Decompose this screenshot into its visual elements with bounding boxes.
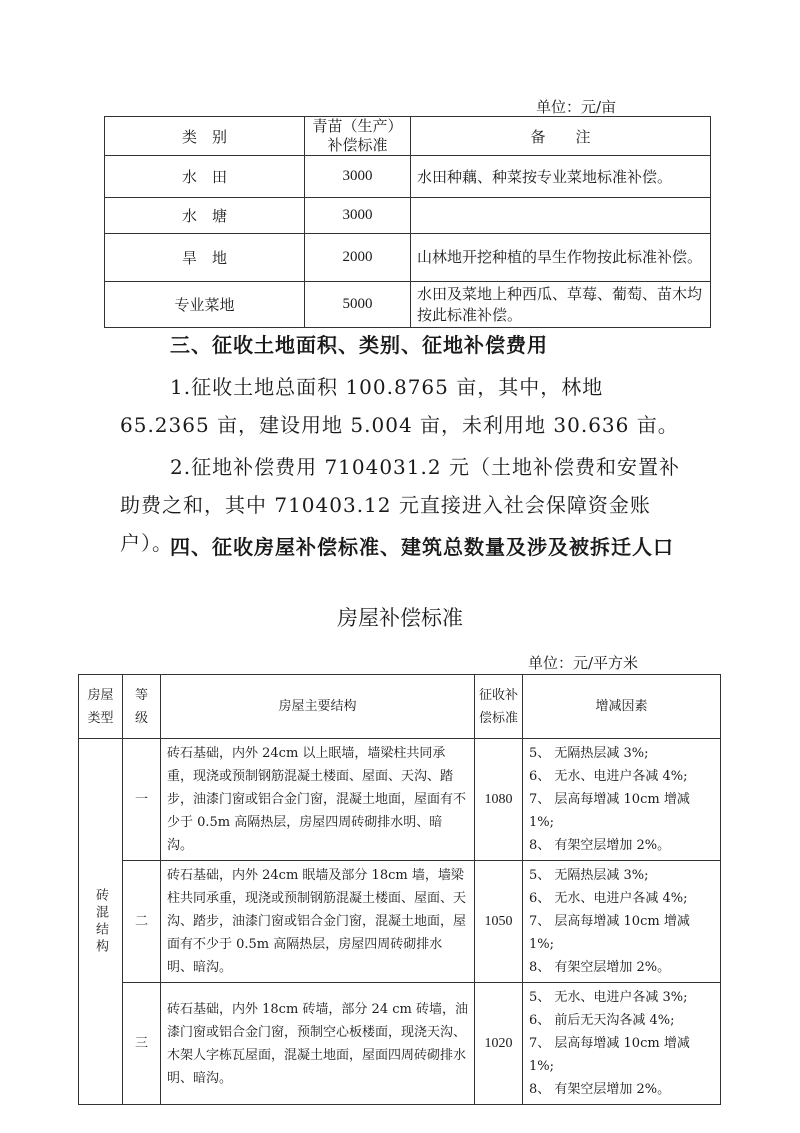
row-category: 水 田: [105, 156, 305, 198]
row-note: 水田种藕、种菜按专业菜地标准补偿。: [411, 156, 711, 198]
row-standard: 1020: [475, 983, 523, 1105]
house-table-unit: 单位：元/平方米: [528, 654, 639, 672]
crop-table-unit: 单位：元/亩: [536, 98, 617, 116]
table-row: [105, 198, 711, 234]
house-compensation-table: [78, 674, 721, 1105]
row-factors: 5、 无水、电进户各减 3%; 6、 前后无天沟各减 4%; 7、 层高每增减 10cm 增减 1%; 8、 有架空层增加 2%。: [523, 983, 721, 1105]
table-row: [105, 234, 711, 282]
row-structure: 砖石基础，内外 24cm 眠墙及部分 18cm 墙，墙梁柱共同承重，现浇或预制钢筋混凝土楼面、屋面、天沟、踏步，油漆门窗或铝合金门窗，混凝土地面，屋面有不少于 0.5m 高隔热层，房屋四周砖砌排水明、暗沟。: [161, 861, 475, 983]
table-row: [105, 156, 711, 198]
row-structure: 砖石基础，内外 18cm 砖墙，部分 24 cm 砖墙，油漆门窗或铝合金门窗，预制空心板楼面，现浇天沟、木架人字栋瓦屋面，混凝土地面，屋面四周砖砌排水明、暗沟。: [161, 983, 475, 1105]
row-category: 水 塘: [105, 198, 305, 234]
row-category: 旱 地: [105, 234, 305, 282]
row-factors: 5、 无隔热层减 3%; 6、 无水、电进户各减 4%; 7、 层高每增减 10cm 增减 1%; 8、 有架空层增加 2%。: [523, 861, 721, 983]
row-note: 水田及菜地上种西瓜、草莓、葡萄、苗木均按此标准补偿。: [411, 282, 711, 328]
house-table-title: 房屋补偿标准: [337, 606, 463, 630]
table-row: [79, 861, 721, 983]
section3-paragraph-2: 2.征地补偿费用 7104031.2 元（土地补偿费和安置补助费之和，其中 710403.12 元直接进入社会保障资金账户）。: [120, 455, 680, 555]
header-standard: 青苗（生产）补偿标准: [305, 117, 411, 156]
row-factors: 5、 无隔热层减 3%; 6、 无水、电进户各减 4%; 7、 层高每增减 10cm 增减 1%; 8、 有架空层增加 2%。: [523, 739, 721, 861]
row-note: [411, 198, 711, 234]
type-cell: [79, 739, 123, 1105]
row-standard: 3000: [305, 198, 411, 234]
section4-heading: 四、征收房屋补偿标准、建筑总数量及涉及被拆迁人口: [170, 535, 674, 559]
row-structure: 砖石基础，内外 24cm 以上眠墙，墙梁柱共同承重，现浇或预制钢筋混凝土楼面、屋面、天沟、踏步，油漆门窗或铝合金门窗，混凝土地面，屋面有不少于 0.5m 高隔热层，房屋四周砖砌排水明、暗沟。: [161, 739, 475, 861]
row-note: 山林地开挖种植的旱生作物按此标准补偿。: [411, 234, 711, 282]
section3-heading: 三、征收土地面积、类别、征地补偿费用: [170, 333, 548, 357]
row-standard: 1080: [475, 739, 523, 861]
header-type: 房屋类型: [79, 675, 123, 739]
row-standard: 1050: [475, 861, 523, 983]
row-standard: 2000: [305, 234, 411, 282]
crop-table-header-row: [105, 117, 711, 156]
header-structure: 房屋主要结构: [161, 675, 475, 739]
row-standard: 5000: [305, 282, 411, 328]
header-factors: 增减因素: [523, 675, 721, 739]
section3-paragraph-1: 1.征收土地总面积 100.8765 亩，其中，林地 65.2365 亩，建设用地 5.004 亩，未利用地 30.636 亩。: [120, 375, 679, 437]
header-note: 备 注: [411, 117, 711, 156]
row-grade: 一: [123, 739, 161, 861]
table-row: [79, 983, 721, 1105]
crop-compensation-table: [104, 116, 711, 328]
header-category: 类 别: [105, 117, 305, 156]
row-grade: 二: [123, 861, 161, 983]
row-standard: 3000: [305, 156, 411, 198]
type-label: 砖混结构: [93, 887, 108, 956]
row-category: 专业菜地: [105, 282, 305, 328]
header-grade: 等级: [123, 675, 161, 739]
table-row: [79, 739, 721, 861]
table-row: [105, 282, 711, 328]
house-table-header-row: [79, 675, 721, 739]
row-grade: 三: [123, 983, 161, 1105]
header-standard: 征收补偿标准: [475, 675, 523, 739]
